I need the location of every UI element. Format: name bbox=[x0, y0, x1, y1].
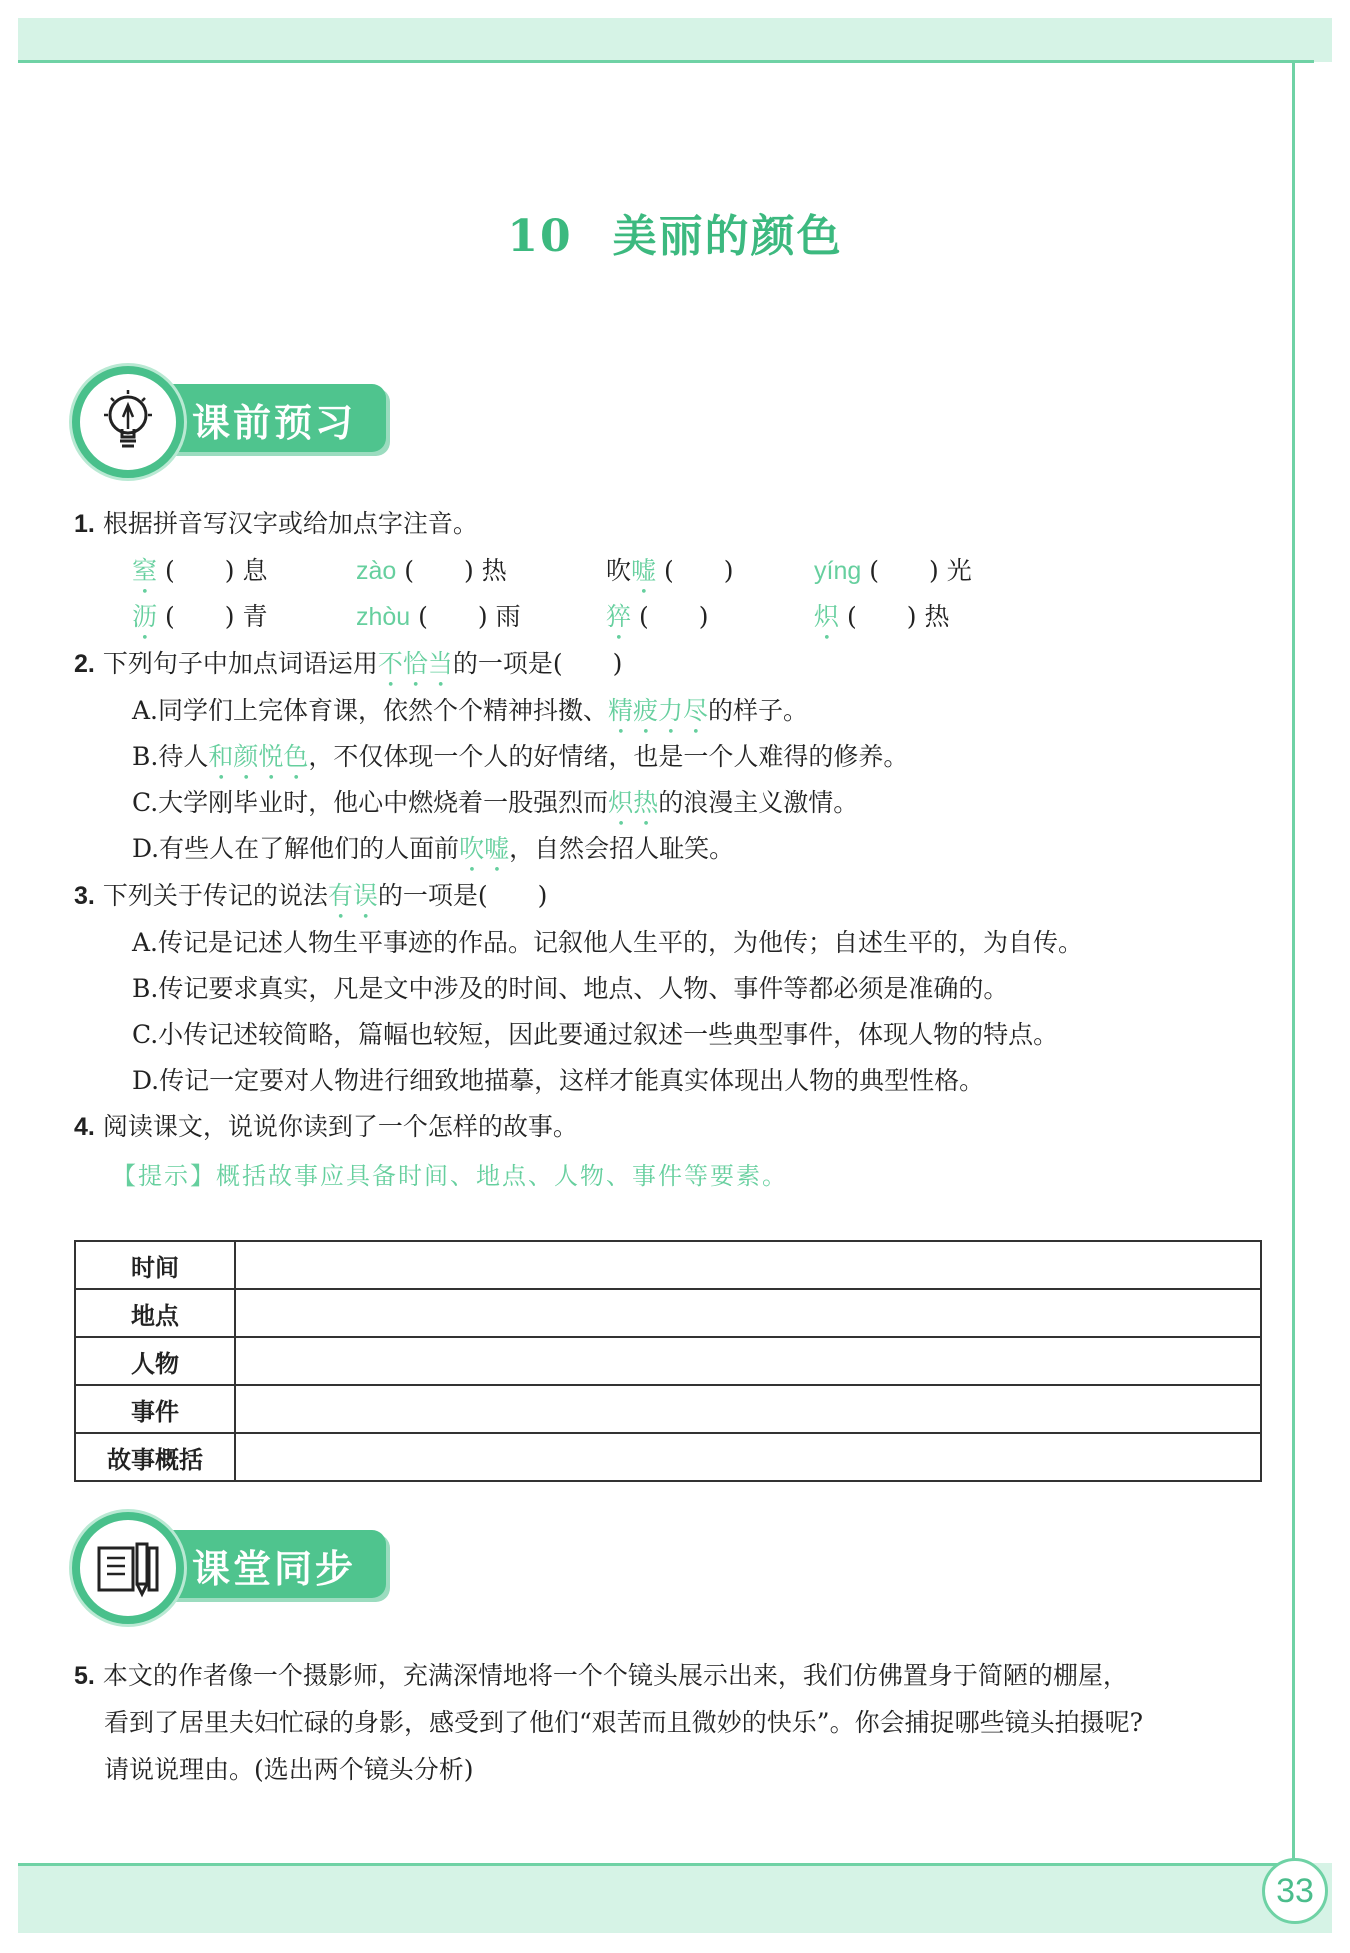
story-table bbox=[74, 1240, 1262, 1482]
question-3 bbox=[74, 879, 547, 925]
question-5-number: 5. bbox=[74, 1662, 95, 1690]
q1-item-8-blank: ( ) bbox=[846, 602, 917, 631]
q1-item-8 bbox=[814, 600, 949, 646]
q2-option-c-accent: 炽热 bbox=[608, 788, 659, 817]
q2-option-b-accent: 和颜悦色 bbox=[208, 742, 309, 771]
q1-item-2-blank: ( ) bbox=[404, 556, 474, 585]
table-answer-place[interactable] bbox=[235, 1289, 1261, 1337]
q1-item-5-blank: ( ) bbox=[164, 602, 235, 631]
table-row bbox=[75, 1433, 1261, 1481]
q1-item-1-blank: ( ) bbox=[164, 556, 235, 585]
q2-option-b-before: B.待人 bbox=[132, 742, 209, 771]
q2-option-c bbox=[132, 786, 858, 832]
q2-option-a-accent: 精疲力尽 bbox=[608, 696, 709, 725]
question-2-number: 2. bbox=[74, 650, 95, 678]
top-rule bbox=[18, 60, 1314, 63]
table-label-people: 人物 bbox=[75, 1337, 235, 1385]
section-preview-header bbox=[72, 366, 392, 466]
question-5-line-1: 本文的作者像一个摄影师，充满深情地将一个个镜头展示出来，我们仿佛置身于简陋的棚屋， bbox=[102, 1661, 1128, 1690]
q2-option-a-before: A.同学们上完体育课，依然个个精神抖擞、 bbox=[132, 696, 609, 725]
lesson-name: 美丽的颜色 bbox=[612, 211, 843, 262]
q1-item-2-suffix: 热 bbox=[481, 556, 507, 585]
question-3-accent: 有误 bbox=[327, 881, 378, 910]
question-4-number: 4. bbox=[74, 1113, 95, 1141]
q1-item-6-pinyin: zhòu bbox=[356, 603, 411, 631]
table-label-place: 地点 bbox=[75, 1289, 235, 1337]
question-1-text: 根据拼音写汉字或给加点字注音。 bbox=[102, 509, 478, 538]
question-1-number: 1. bbox=[74, 510, 95, 538]
question-3-number: 3. bbox=[74, 882, 95, 910]
q1-item-5 bbox=[132, 600, 267, 646]
question-2-text-after: 的一项是( ) bbox=[452, 649, 623, 678]
q1-item-7-blank: ( ) bbox=[638, 602, 709, 631]
question-5-line-3: 请说说理由。(选出两个镜头分析) bbox=[104, 1755, 474, 1784]
q1-item-3 bbox=[606, 554, 734, 600]
table-answer-summary[interactable] bbox=[235, 1433, 1261, 1481]
question-2-accent: 不恰当 bbox=[377, 649, 453, 678]
q3-option-b: B.传记要求真实，凡是文中涉及的时间、地点、人物、事件等都必须是准确的。 bbox=[132, 974, 1009, 1003]
question-3-text-after: 的一项是( ) bbox=[377, 881, 548, 910]
question-3-text: 下列关于传记的说法 bbox=[102, 881, 328, 910]
q2-option-b bbox=[132, 740, 908, 786]
table-answer-event[interactable] bbox=[235, 1385, 1261, 1433]
lesson-number: 10 bbox=[507, 211, 573, 262]
table-answer-time[interactable] bbox=[235, 1241, 1261, 1289]
q2-option-a bbox=[132, 694, 808, 740]
q1-item-6-blank: ( ) bbox=[418, 602, 488, 631]
top-band bbox=[18, 18, 1332, 62]
table-row bbox=[75, 1337, 1261, 1385]
q1-item-3-prefix: 吹 bbox=[606, 556, 632, 585]
q1-item-6-suffix: 雨 bbox=[495, 602, 521, 631]
q2-option-c-before: C.大学刚毕业时，他心中燃烧着一股强烈而 bbox=[132, 788, 609, 817]
q4-hint: 【提示】概括故事应具备时间、地点、人物、事件等要素。 bbox=[112, 1162, 788, 1190]
q1-item-8-suffix: 热 bbox=[924, 602, 950, 631]
q1-item-2 bbox=[356, 554, 507, 588]
q2-option-b-after: ，不仅体现一个人的好情绪，也是一个人难得的修养。 bbox=[308, 742, 909, 771]
q1-item-4-blank: ( ) bbox=[869, 556, 939, 585]
q1-item-3-word: 嘘 bbox=[631, 556, 657, 585]
table-label-event: 事件 bbox=[75, 1385, 235, 1433]
q2-option-d-before: D.有些人在了解他们的人面前 bbox=[132, 834, 460, 863]
q1-item-1 bbox=[132, 554, 267, 600]
q1-item-4-suffix: 光 bbox=[946, 556, 972, 585]
q1-item-1-word: 窒 bbox=[132, 556, 158, 585]
q1-item-6 bbox=[356, 600, 521, 634]
q2-option-d bbox=[132, 832, 734, 878]
q1-item-3-blank: ( ) bbox=[663, 556, 734, 585]
section-sync-label: 课堂同步 bbox=[192, 1547, 357, 1591]
section-sync-header bbox=[72, 1512, 392, 1612]
q2-option-a-after: 的样子。 bbox=[708, 696, 809, 725]
q1-item-1-suffix: 息 bbox=[242, 556, 268, 585]
q1-item-8-word: 炽 bbox=[814, 602, 840, 631]
q1-item-5-suffix: 青 bbox=[242, 602, 268, 631]
q1-item-7-word: 猝 bbox=[606, 602, 632, 631]
question-4-text: 阅读课文，说说你读到了一个怎样的故事。 bbox=[102, 1112, 578, 1141]
table-label-summary: 故事概括 bbox=[75, 1433, 235, 1481]
question-5-line-2-wrap bbox=[104, 1699, 1143, 1746]
question-1 bbox=[74, 507, 478, 541]
lesson-title bbox=[0, 200, 1350, 264]
q3-option-d: D.传记一定要对人物进行细致地描摹，这样才能真实体现出人物的典型性格。 bbox=[132, 1066, 985, 1095]
table-row bbox=[75, 1385, 1261, 1433]
q2-option-d-accent: 吹嘘 bbox=[459, 834, 510, 863]
page-number: 33 bbox=[1262, 1858, 1328, 1924]
table-row bbox=[75, 1289, 1261, 1337]
lightbulb-icon bbox=[72, 366, 184, 478]
notebook-pen-icon bbox=[72, 1512, 184, 1624]
q3-option-c: C.小传记述较简略，篇幅也较短，因此要通过叙述一些典型事件，体现人物的特点。 bbox=[132, 1020, 1059, 1049]
question-5-line-3-wrap bbox=[104, 1746, 474, 1793]
right-rule bbox=[1292, 60, 1295, 1863]
section-preview-label: 课前预习 bbox=[192, 401, 357, 445]
question-4 bbox=[74, 1110, 578, 1144]
question-2 bbox=[74, 647, 622, 693]
q2-option-d-after: ，自然会招人耻笑。 bbox=[509, 834, 735, 863]
question-5-line-2: 看到了居里夫妇忙碌的身影，感受到了他们“艰苦而且微妙的快乐”。你会捕捉哪些镜头拍摄呢? bbox=[104, 1708, 1143, 1737]
table-row bbox=[75, 1241, 1261, 1289]
q1-item-4 bbox=[814, 554, 972, 588]
q1-item-7 bbox=[606, 600, 708, 646]
q1-item-2-pinyin: zào bbox=[356, 557, 397, 585]
table-answer-people[interactable] bbox=[235, 1337, 1261, 1385]
q1-item-5-word: 沥 bbox=[132, 602, 158, 631]
q2-option-c-after: 的浪漫主义激情。 bbox=[658, 788, 859, 817]
question-2-text: 下列句子中加点词语运用 bbox=[102, 649, 378, 678]
bottom-band bbox=[18, 1863, 1332, 1933]
q1-item-4-pinyin: yíng bbox=[814, 557, 862, 585]
bottom-rule bbox=[18, 1863, 1296, 1866]
table-label-time: 时间 bbox=[75, 1241, 235, 1289]
q3-option-a: A.传记是记述人物生平事迹的作品。记叙他人生平的，为他传；自述生平的，为自传。 bbox=[132, 928, 1084, 957]
question-5 bbox=[74, 1652, 1128, 1700]
